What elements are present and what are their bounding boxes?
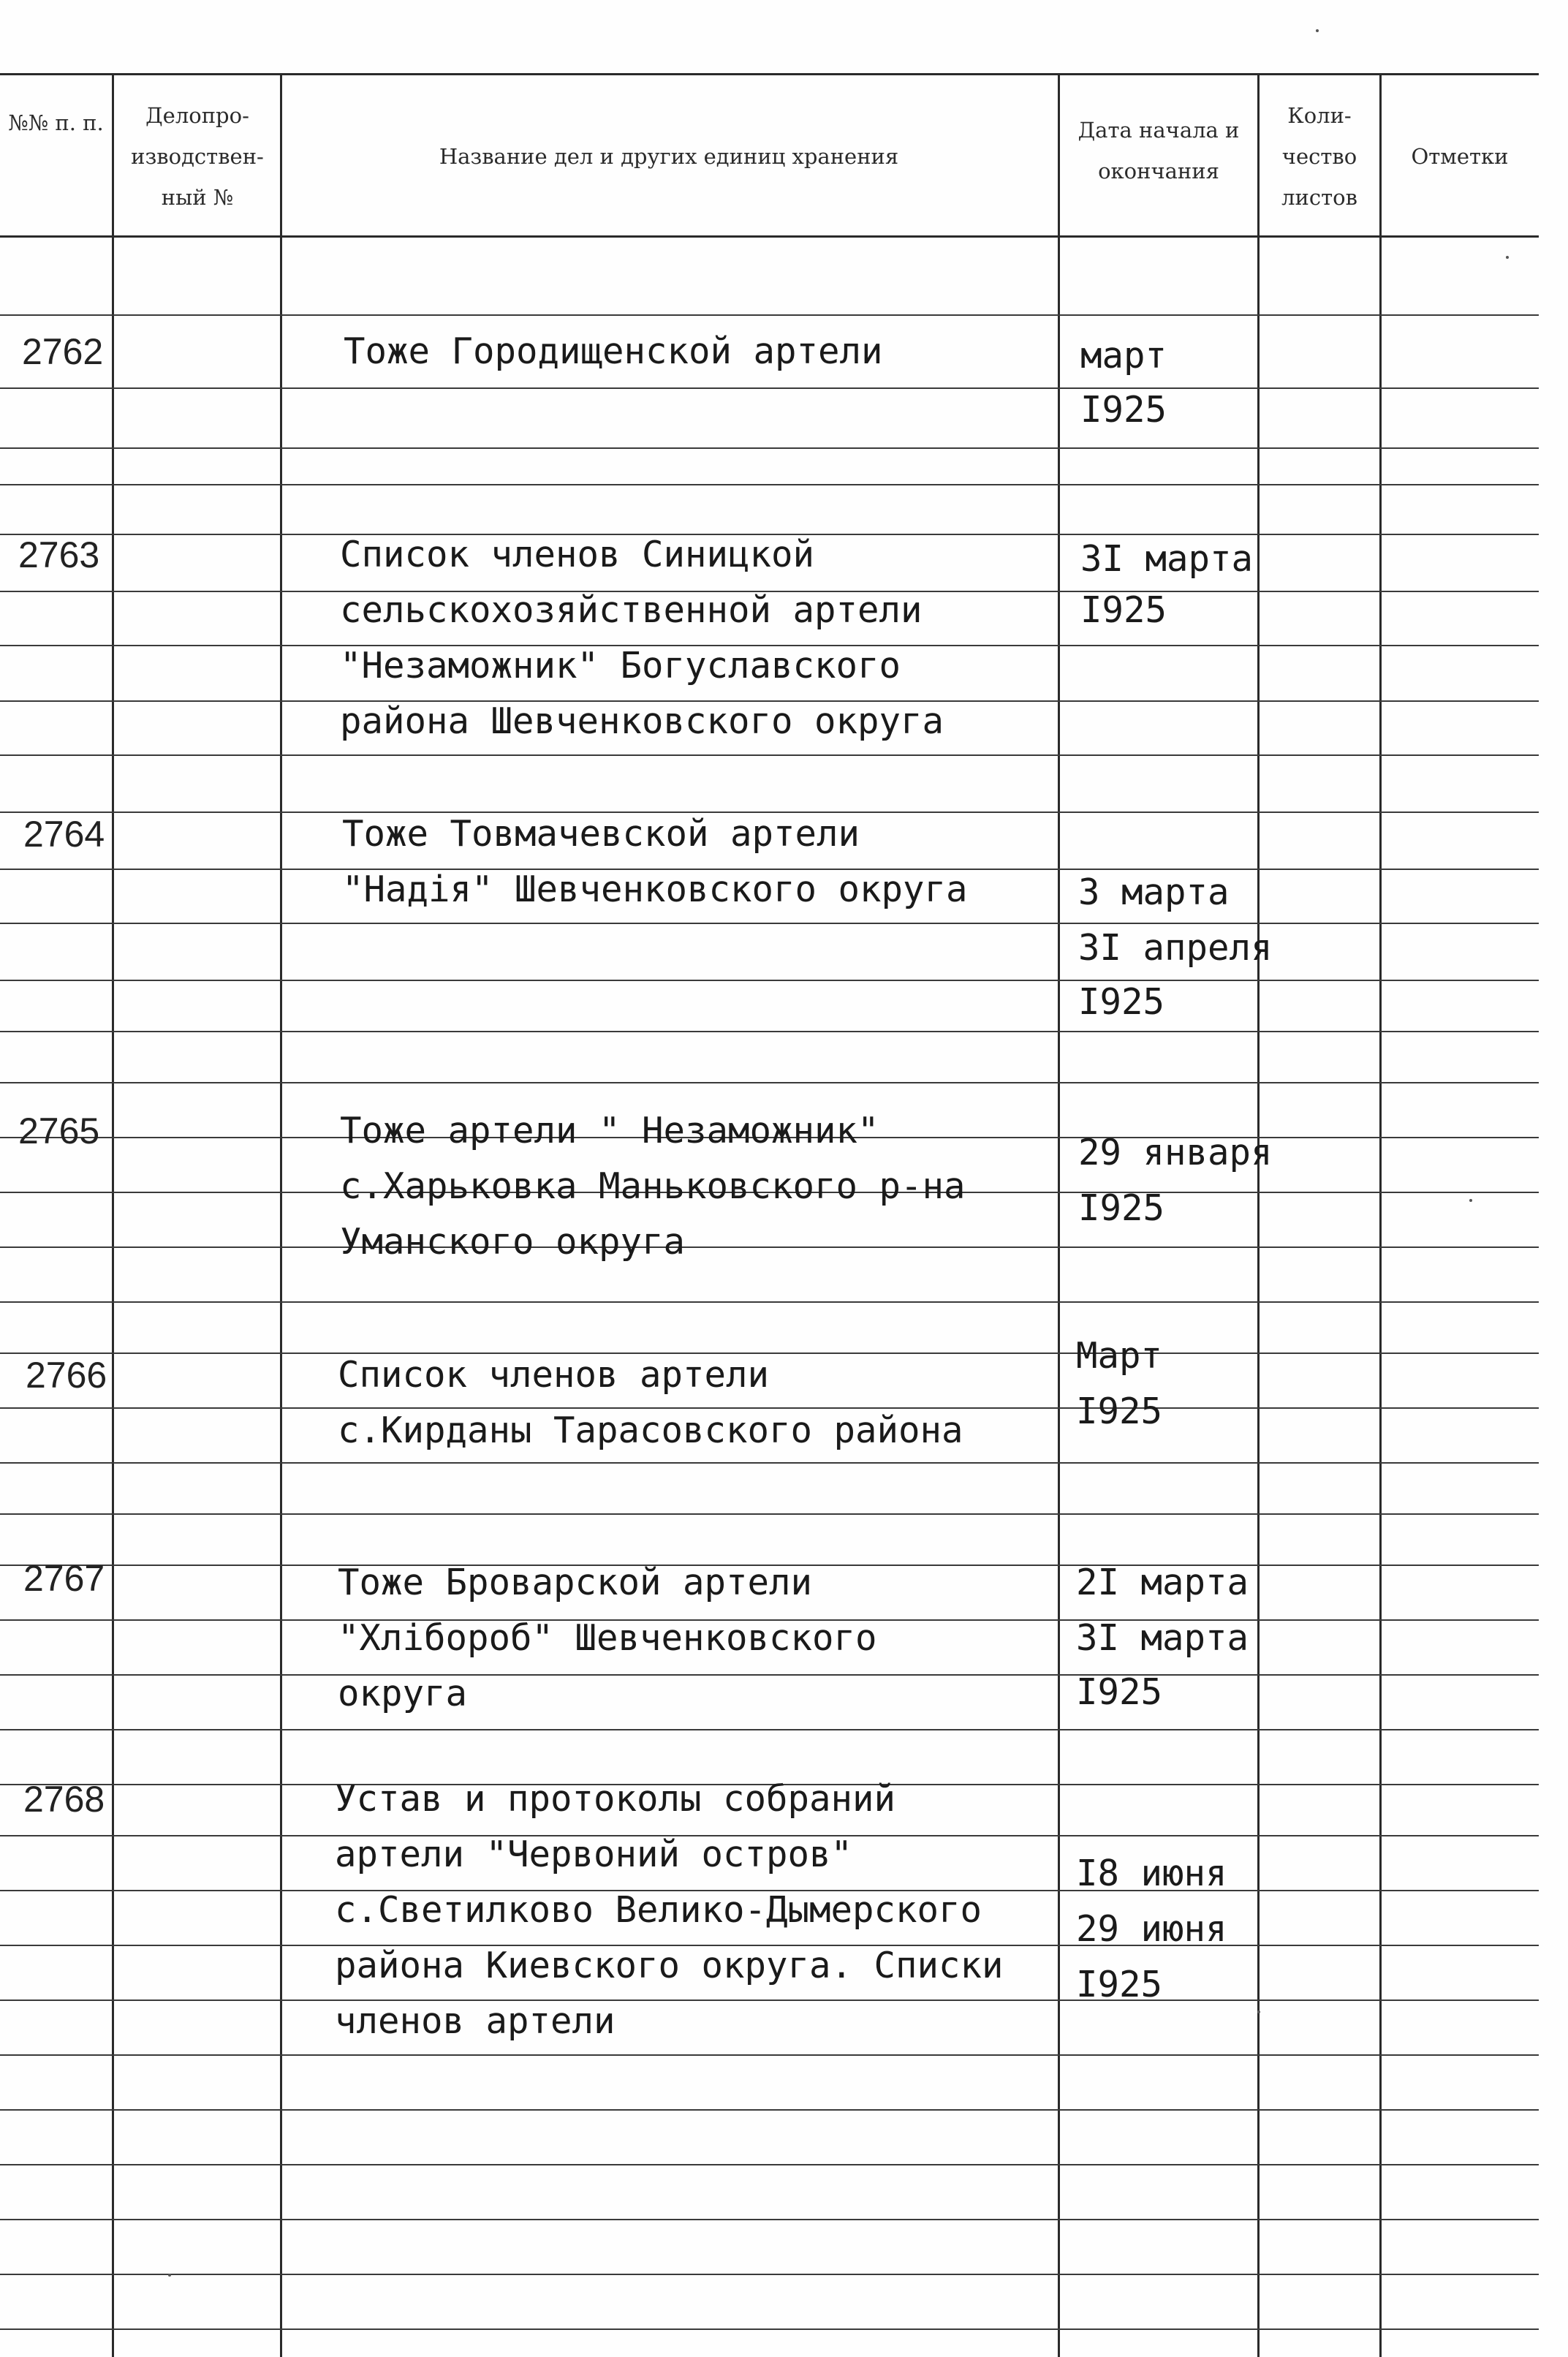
- entry-title-line: "Надія" Шевченковского округа: [342, 869, 968, 910]
- scan-speck: [1316, 29, 1319, 32]
- header-col-notes: Отметки: [1411, 144, 1509, 169]
- entry-number: 2765: [18, 1111, 100, 1151]
- entry-date-line: I925: [1078, 1187, 1165, 1229]
- entry-number: 2762: [22, 331, 104, 372]
- entry-title-line: Тоже Городищенской артели: [344, 330, 883, 372]
- ledger-rule: [0, 447, 1539, 449]
- ledger-rule: [0, 2054, 1539, 2056]
- scan-speck: [1257, 2010, 1260, 2013]
- ledger-rule: [0, 1301, 1539, 1303]
- entry-title-line: "Хлібороб" Шевченковского: [338, 1617, 877, 1659]
- ledger-rule: [0, 2109, 1539, 2111]
- ledger-rule: [0, 1729, 1539, 1730]
- entry-title-line: Тоже Броварской артели: [338, 1562, 813, 1603]
- col-divider-5: [1379, 73, 1382, 2357]
- entry-title-line: округа: [338, 1673, 468, 1714]
- entry-date-line: 29 июня: [1076, 1908, 1227, 1950]
- entry-number: 2768: [23, 1779, 105, 1820]
- entry-date-line: 2I марта: [1076, 1562, 1249, 1603]
- entry-title-line: с.Светилково Велико-Дымерского: [335, 1889, 982, 1931]
- ledger-rule: [0, 980, 1539, 981]
- ledger-rule: [0, 314, 1539, 316]
- ledger-rule: [0, 1352, 1539, 1354]
- header-col-number: №№ п. п.: [8, 110, 104, 135]
- col-divider-3: [1058, 73, 1060, 2357]
- ledger-rule: [0, 2274, 1539, 2275]
- entry-date-line: I925: [1076, 1964, 1163, 2005]
- entry-title-line: членов артели: [335, 2000, 616, 2042]
- ledger-rule: [0, 1407, 1539, 1409]
- entry-date-line: I925: [1076, 1391, 1163, 1432]
- entry-title-line: района Шевченковского округа: [340, 700, 944, 742]
- entry-date-line: 3I марта: [1080, 538, 1254, 580]
- entry-title-line: района Киевского округа. Списки: [335, 1945, 1004, 1986]
- col-divider-4: [1257, 73, 1260, 2357]
- col-divider-1: [112, 73, 114, 2357]
- entry-title-line: с.Харьковка Маньковского р-на: [340, 1165, 966, 1207]
- ledger-rule: [0, 1513, 1539, 1515]
- header-col-title: Название дел и других единиц хранения: [439, 144, 899, 169]
- entry-date-line: 3 марта: [1078, 871, 1230, 913]
- entry-title-line: Уманского округа: [340, 1221, 686, 1263]
- entry-date-line: I925: [1076, 1671, 1163, 1713]
- entry-title-line: артели "Червоний остров": [335, 1834, 853, 1875]
- header-col-dates: Дата начала и окончания: [1077, 118, 1240, 184]
- entry-title-line: Тоже Товмачевской артели: [342, 813, 860, 855]
- ledger-rule: [0, 2000, 1539, 2001]
- entry-date-line: I925: [1078, 981, 1165, 1023]
- ledger-rule: [0, 923, 1539, 924]
- ledger-rule: [0, 387, 1539, 389]
- entry-date-line: I925: [1080, 589, 1167, 631]
- ledger-rule: [0, 2328, 1539, 2330]
- entry-date-line: I8 июня: [1076, 1853, 1227, 1894]
- entry-date-line: Март: [1076, 1335, 1163, 1377]
- scan-speck: [168, 2274, 171, 2277]
- entry-number: 2764: [23, 814, 105, 855]
- ledger-rule: [0, 1246, 1539, 1248]
- ledger-rule: [0, 1082, 1539, 1083]
- ledger-rule: [0, 484, 1539, 485]
- entry-date-line: I925: [1080, 389, 1167, 431]
- entry-title-line: Тоже артели " Незаможник": [340, 1110, 879, 1151]
- ledger-rule: [0, 2164, 1539, 2165]
- header-top-border: [0, 73, 1539, 75]
- entry-date-line: 3I апреля: [1078, 927, 1273, 969]
- col-divider-2: [280, 73, 282, 2357]
- entry-date-line: март: [1080, 335, 1167, 377]
- entry-title-line: сельскохозяйственной артели: [340, 589, 923, 631]
- scan-speck: [1506, 256, 1509, 259]
- entry-title-line: Устав и протоколы собраний: [335, 1778, 896, 1820]
- ledger-rule: [0, 2219, 1539, 2220]
- scan-speck: [1469, 1199, 1472, 1202]
- entry-number: 2763: [18, 534, 100, 575]
- ledger-rule: [0, 1031, 1539, 1032]
- entry-title-line: Список членов Синицкой: [340, 534, 815, 575]
- entry-title-line: с.Кирданы Тарасовского района: [338, 1410, 963, 1451]
- header-col-office-number: Делопро- изводствен- ный №: [131, 103, 264, 210]
- ledger-rule: [0, 1462, 1539, 1464]
- ledger-rule: [0, 754, 1539, 756]
- entry-title-line: Список членов артели: [338, 1354, 770, 1396]
- ledger-rule: [0, 1674, 1539, 1676]
- header-col-sheets: Коли- чество листов: [1281, 103, 1357, 210]
- entry-number: 2767: [23, 1558, 105, 1599]
- entry-date-line: 29 января: [1078, 1132, 1273, 1173]
- entry-date-line: 3I марта: [1076, 1617, 1249, 1659]
- entry-title-line: "Незаможник" Богуславского: [340, 645, 901, 686]
- header-bottom-border: [0, 235, 1539, 238]
- entry-number: 2766: [26, 1355, 107, 1396]
